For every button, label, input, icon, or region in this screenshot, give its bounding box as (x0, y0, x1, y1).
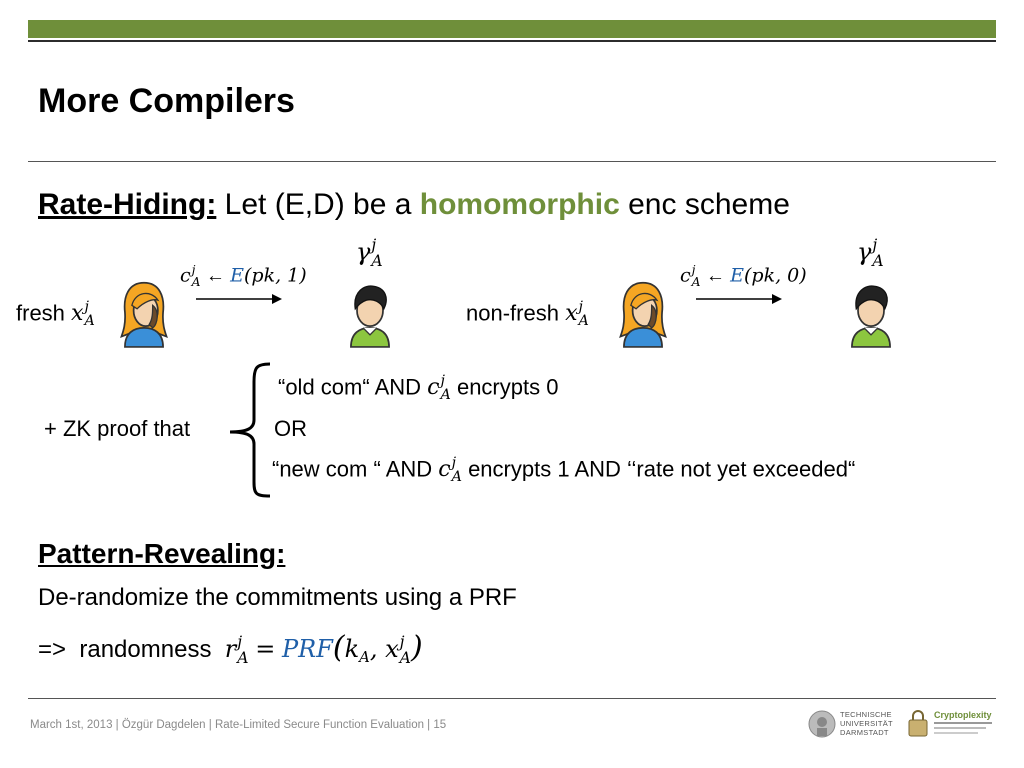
x-A-j: x j A (71, 299, 95, 330)
title-divider (28, 161, 996, 162)
x-A-j-right: x j A (565, 299, 589, 330)
tu-darmstadt-logo: TECHNISCHE UNIVERSITÄT DARMSTADT (808, 706, 900, 742)
rate-hiding-line (38, 188, 790, 222)
alice-avatar-icon-right (617, 278, 669, 350)
zk-or: OR (274, 416, 307, 441)
slide-title: More Compilers (38, 82, 295, 120)
zk-case-old: “old com“ AND c j A encrypts 0 (278, 373, 559, 404)
rate-hiding-text-after: enc scheme (628, 188, 790, 221)
right-party-label: non-fresh x j A (466, 299, 589, 330)
pattern-revealing-label: Pattern-Revealing: (38, 538, 286, 569)
pattern-line2: => randomness r j A = $PRF(k_A$, x j A ) (38, 630, 423, 667)
tu-seal-icon (808, 708, 836, 740)
lock-icon (906, 708, 930, 738)
cryptoplexity-logo: Cryptoplexity (904, 706, 996, 742)
left-gamma: γ j A (356, 236, 383, 270)
footer-divider (28, 698, 996, 699)
alice-avatar-icon (118, 278, 170, 350)
arrow-right-icon (196, 293, 282, 305)
zk-prefix: + ZK proof that (44, 416, 191, 441)
left-party-label: fresh x j A (16, 299, 95, 330)
rate-hiding-label: Rate-Hiding: (38, 188, 217, 221)
homomorphic-highlight: homomorphic (419, 188, 620, 221)
left-message: c j A ← E(pk, 1) (180, 263, 307, 290)
right-message: c j A ← E(pk, 0) (680, 263, 807, 290)
right-gamma: γ j A (857, 236, 884, 270)
zk-case-new: “new com “ AND c j A encrypts 1 AND ‘‘rate not yet exceeded“ (272, 455, 856, 486)
footer-text: March 1st, 2013 | Özgür Dagdelen | Rate-Limited Secure Function Evaluation | 15 (30, 719, 447, 731)
bob-avatar-icon-right (845, 278, 897, 350)
arrow-right-icon-right (696, 293, 782, 305)
rate-hiding-text-before: Let (E,D) be a (224, 188, 412, 221)
pattern-line1: De-randomize the commitments using a PRF (38, 584, 517, 611)
bob-avatar-icon (344, 278, 396, 350)
header-rule (28, 40, 996, 42)
header-accent-bar (28, 20, 996, 38)
brace-icon (226, 362, 276, 498)
